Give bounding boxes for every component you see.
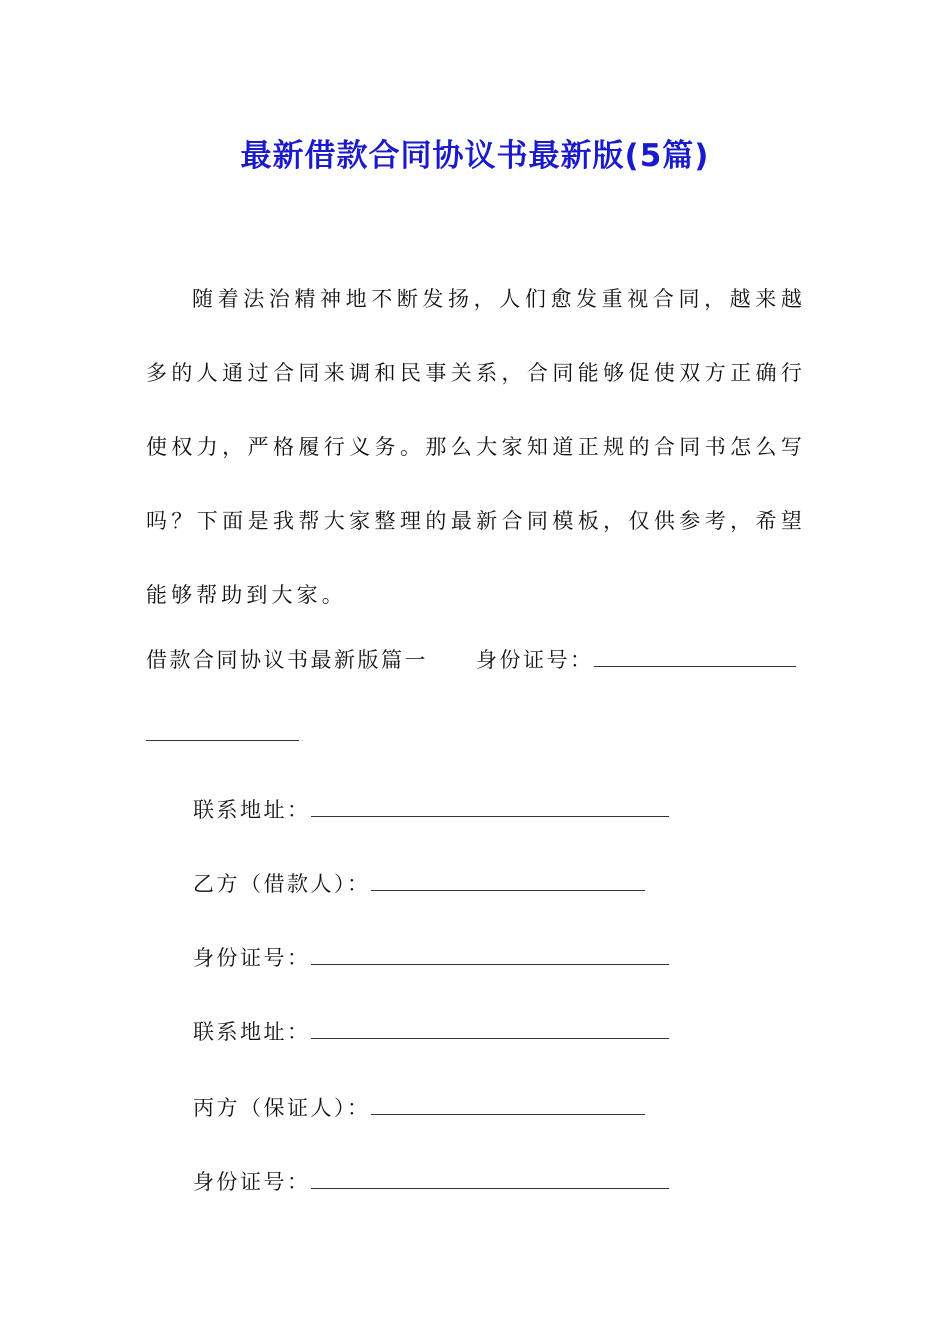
field-label: 身份证号：	[193, 946, 311, 970]
field-label: 身份证号：	[193, 1170, 311, 1194]
heading-field-label: 身份证号：	[476, 648, 594, 672]
field-blank	[311, 943, 669, 965]
field-blank	[311, 795, 669, 817]
field-blank	[311, 1167, 669, 1189]
field-blank	[311, 1017, 669, 1039]
field-id-number-2	[193, 942, 669, 972]
field-label: 乙方（借款人）：	[193, 872, 371, 896]
section-heading: 借款合同协议书最新版篇一	[146, 648, 428, 672]
intro-paragraph: 随着法治精神地不断发扬，人们愈发重视合同，越来越多的人通过合同来调和民事关系，合同能够促使双方正确行使权力，严格履行义务。那么大家知道正规的合同书怎么写吗？下面是我帮大家整理的最新合同模板，仅供参考，希望能够帮助到大家。	[146, 287, 806, 607]
field-label: 丙方（保证人）：	[193, 1096, 371, 1120]
field-contact-address-1	[193, 794, 669, 824]
field-blank	[371, 869, 645, 891]
document-title: 最新借款合同协议书最新版(5篇)	[240, 138, 710, 174]
id-number-blank-continued	[146, 740, 299, 741]
field-contact-address-2	[193, 1016, 669, 1046]
field-label: 联系地址：	[193, 798, 311, 822]
field-blank	[371, 1093, 645, 1115]
id-number-blank	[594, 645, 796, 667]
field-id-number-3	[193, 1166, 669, 1196]
field-party-c-guarantor	[193, 1092, 645, 1122]
section-heading-line	[146, 644, 796, 674]
field-party-b-borrower	[193, 868, 645, 898]
field-label: 联系地址：	[193, 1020, 311, 1044]
